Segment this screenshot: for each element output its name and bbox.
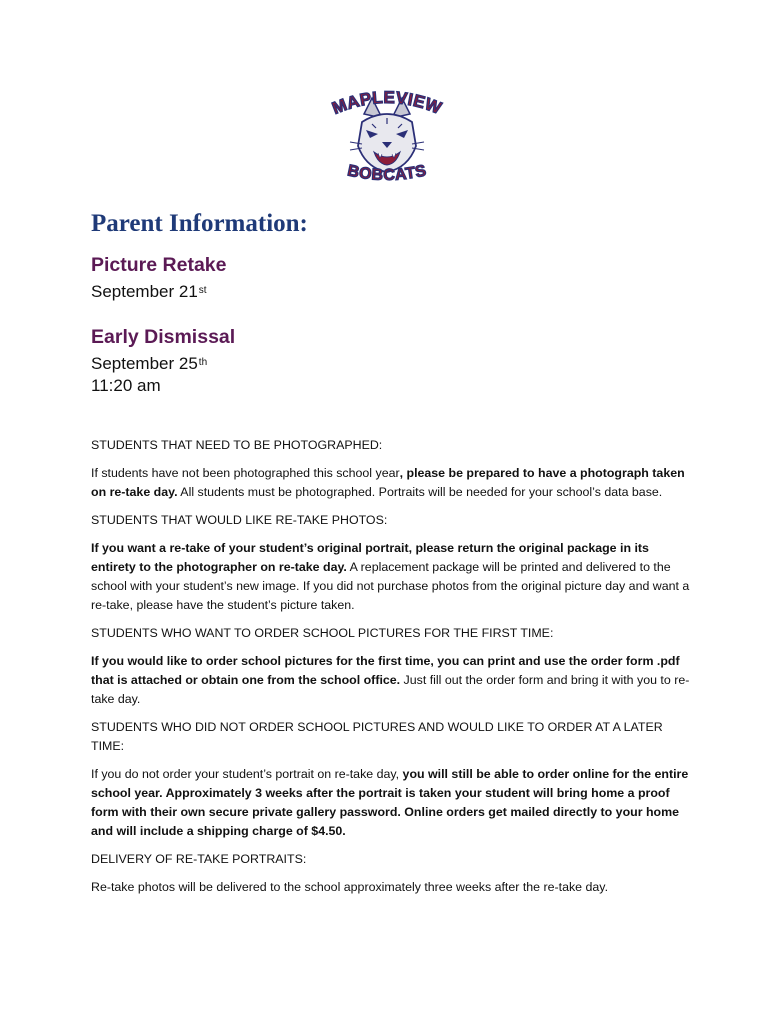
section-text: A replacement package will be printed and delivered to the school with your student’s new image. If you did not purchase photos from the original picture day and want a re-take, please have the student’s picture taken. xyxy=(91,560,690,612)
event-date-early-dismissal xyxy=(91,353,207,375)
event-date-picture-retake xyxy=(91,281,207,303)
section-bold-text: , please be prepared to have a photograph taken on re-take day. xyxy=(91,466,685,499)
section-text: If you do not order your student’s portrait on re-take day, xyxy=(91,767,403,781)
section-text-need-photo xyxy=(91,464,691,502)
section-heading-later-order: STUDENTS WHO DID NOT ORDER SCHOOL PICTURES AND WOULD LIKE TO ORDER AT A LATER TIME: xyxy=(91,720,663,753)
section-text-later-order xyxy=(91,765,691,841)
section-heading-delivery: DELIVERY OF RE-TAKE PORTRAITS: xyxy=(91,852,307,866)
section-text: Just fill out the order form and bring it with you to re-take day. xyxy=(91,673,690,706)
section-bold-text: If you would like to order school pictures for the first time, you can print and use the order form .pdf that is attached or obtain one from the school office. xyxy=(91,654,680,687)
information-body xyxy=(91,436,691,906)
section-text-first-time xyxy=(91,652,691,709)
logo-bottom-text: BOBCATS xyxy=(345,162,429,185)
section-heading-first-time: STUDENTS WHO WANT TO ORDER SCHOOL PICTURES FOR THE FIRST TIME: xyxy=(91,626,554,640)
bobcat-logo xyxy=(312,88,462,192)
section-text: If students have not been photographed this school year xyxy=(91,466,400,480)
section-text-delivery: Re-take photos will be delivered to the school approximately three weeks after the re-take day. xyxy=(91,880,609,894)
page-title: Parent Information: xyxy=(91,210,308,237)
section-heading-retake: STUDENTS THAT WOULD LIKE RE-TAKE PHOTOS: xyxy=(91,513,388,527)
event-date-text: September 21 xyxy=(91,282,198,301)
section-bold-text: If you want a re-take of your student’s original portrait, please return the original package in its entirety to the photographer on re-take day. xyxy=(91,541,649,574)
event-date-text: September 25 xyxy=(91,354,198,373)
event-date-suffix: th xyxy=(198,357,208,368)
section-text: All students must be photographed. Portraits will be needed for your school’s data base. xyxy=(177,485,663,499)
event-date-suffix: st xyxy=(198,285,207,296)
event-time-early-dismissal: 11:20 am xyxy=(91,376,161,395)
section-bold-text: you will still be able to order online for the entire school year. Approximately 3 weeks after the portrait is taken your student will bring home a proof form with their own secure private gallery password. Online orders get mailed directly to your home and will include a shipping charge of $4.50. xyxy=(91,767,689,838)
event-title-early-dismissal: Early Dismissal xyxy=(91,326,236,348)
event-title-picture-retake: Picture Retake xyxy=(91,254,227,276)
logo-top-text: MAPLEVIEW xyxy=(329,88,445,119)
section-heading-need-photo: STUDENTS THAT NEED TO BE PHOTOGRAPHED: xyxy=(91,438,383,452)
section-text-retake xyxy=(91,539,691,615)
